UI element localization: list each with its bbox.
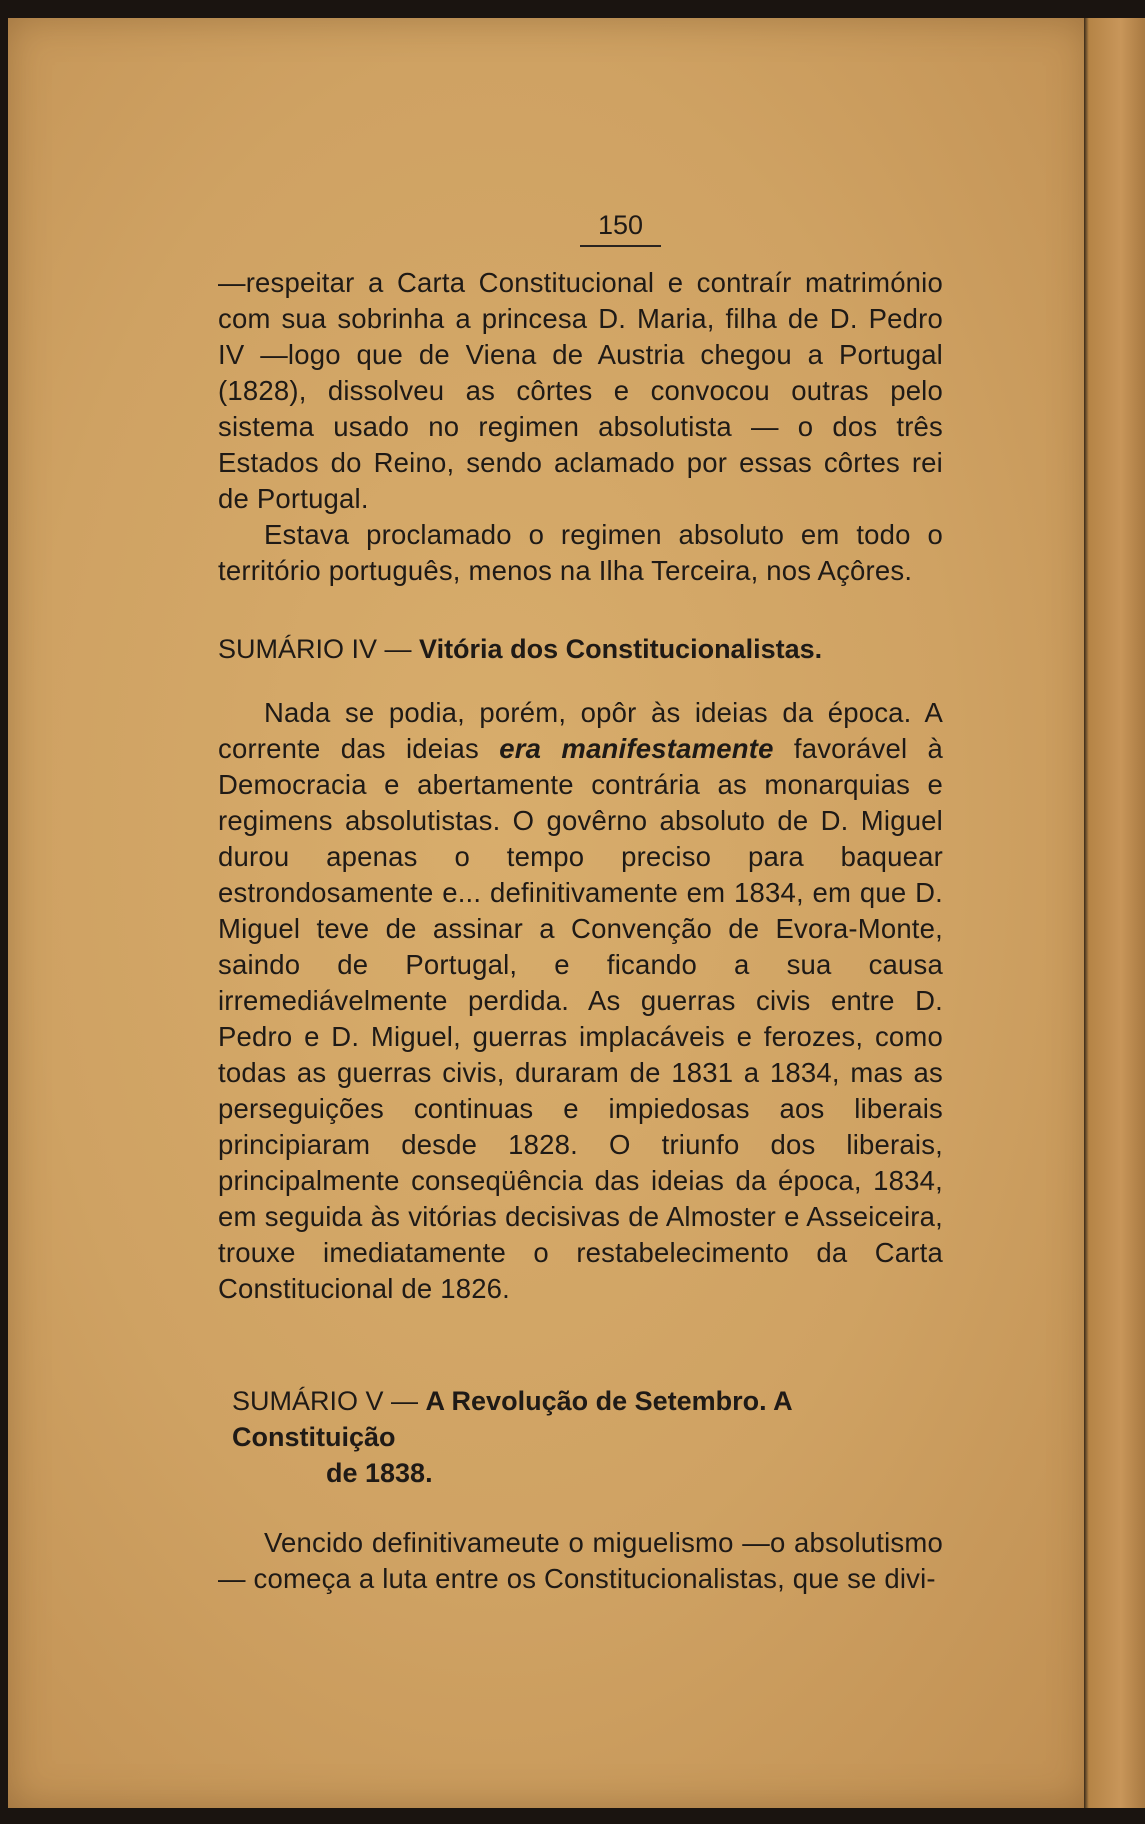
paragraph-1: —respeitar a Carta Constitucional e contraír matrimónio com sua sobrinha a princesa D. Maria, filha de D. Pedro IV —logo que de Viena de Austria chegou a Portugal (1828), dissolveu as côrtes e convocou outras pelo sistema usado no regimen absolutista — o dos três Estados do Reino, sendo aclamado por essas côrtes rei de Portugal. xyxy=(218,267,943,514)
sumario-iv-heading xyxy=(218,631,943,667)
sumario-v-label: SUMÁRIO V — xyxy=(232,1386,419,1416)
sumario-v-title-line-2: de 1838. xyxy=(326,1458,433,1488)
page-text-block xyxy=(218,210,943,1625)
paragraph-3-part-2: favorável à Democracia e abertamente contrária as monarquias e regimens absolutistas. O govêrno absoluto de D. Miguel durou apenas o tempo preciso para baquear estrondosamente e... definitivamente em 1834, em que D. Miguel teve de assinar a Convenção de Evora-Monte, saindo de Portugal, e ficando a sua causa irremediávelmente perdida. As guerras civis entre D. Pedro e D. Miguel, guerras implacáveis e ferozes, como todas as guerras civis, duraram de 1831 a 1834, mas as perseguições continuas e impiedosas aos liberais principiaram desde 1828. O triunfo dos liberais, principalmente conseqüência das ideias da época, 1834, em seguida às vitórias decisivas de Almoster e Asseiceira, trouxe imediatamente o restabelecimento da Carta Constitucional de 1826. xyxy=(218,733,944,1304)
sumario-iv-title: Vitória dos Constitucionalistas. xyxy=(419,634,823,664)
sumario-iv-label: SUMÁRIO IV — xyxy=(218,634,412,664)
paragraph-3-part-1: Nada se podia, porém, opôr às ideias da época. A corrente das ideias xyxy=(218,697,943,764)
page-edge-fold xyxy=(1084,18,1145,1808)
sumario-v-heading xyxy=(218,1383,943,1491)
sumario-v-title-line-1: A Revolução de Setembro. A Constituição xyxy=(232,1386,792,1452)
page-number-value: 150 xyxy=(580,210,661,247)
paragraph-3-italic: era manifestamente xyxy=(499,733,774,764)
paragraph-3 xyxy=(218,695,943,1307)
page-number xyxy=(258,210,983,247)
paragraph-2: Estava proclamado o regimen absoluto em todo o território português, menos na Ilha Terceira, nos Açôres. xyxy=(218,519,943,586)
paragraph-4: Vencido definitivameute o miguelismo —o absolutismo — começa a luta entre os Constitucionalistas, que se divi- xyxy=(218,1527,943,1594)
